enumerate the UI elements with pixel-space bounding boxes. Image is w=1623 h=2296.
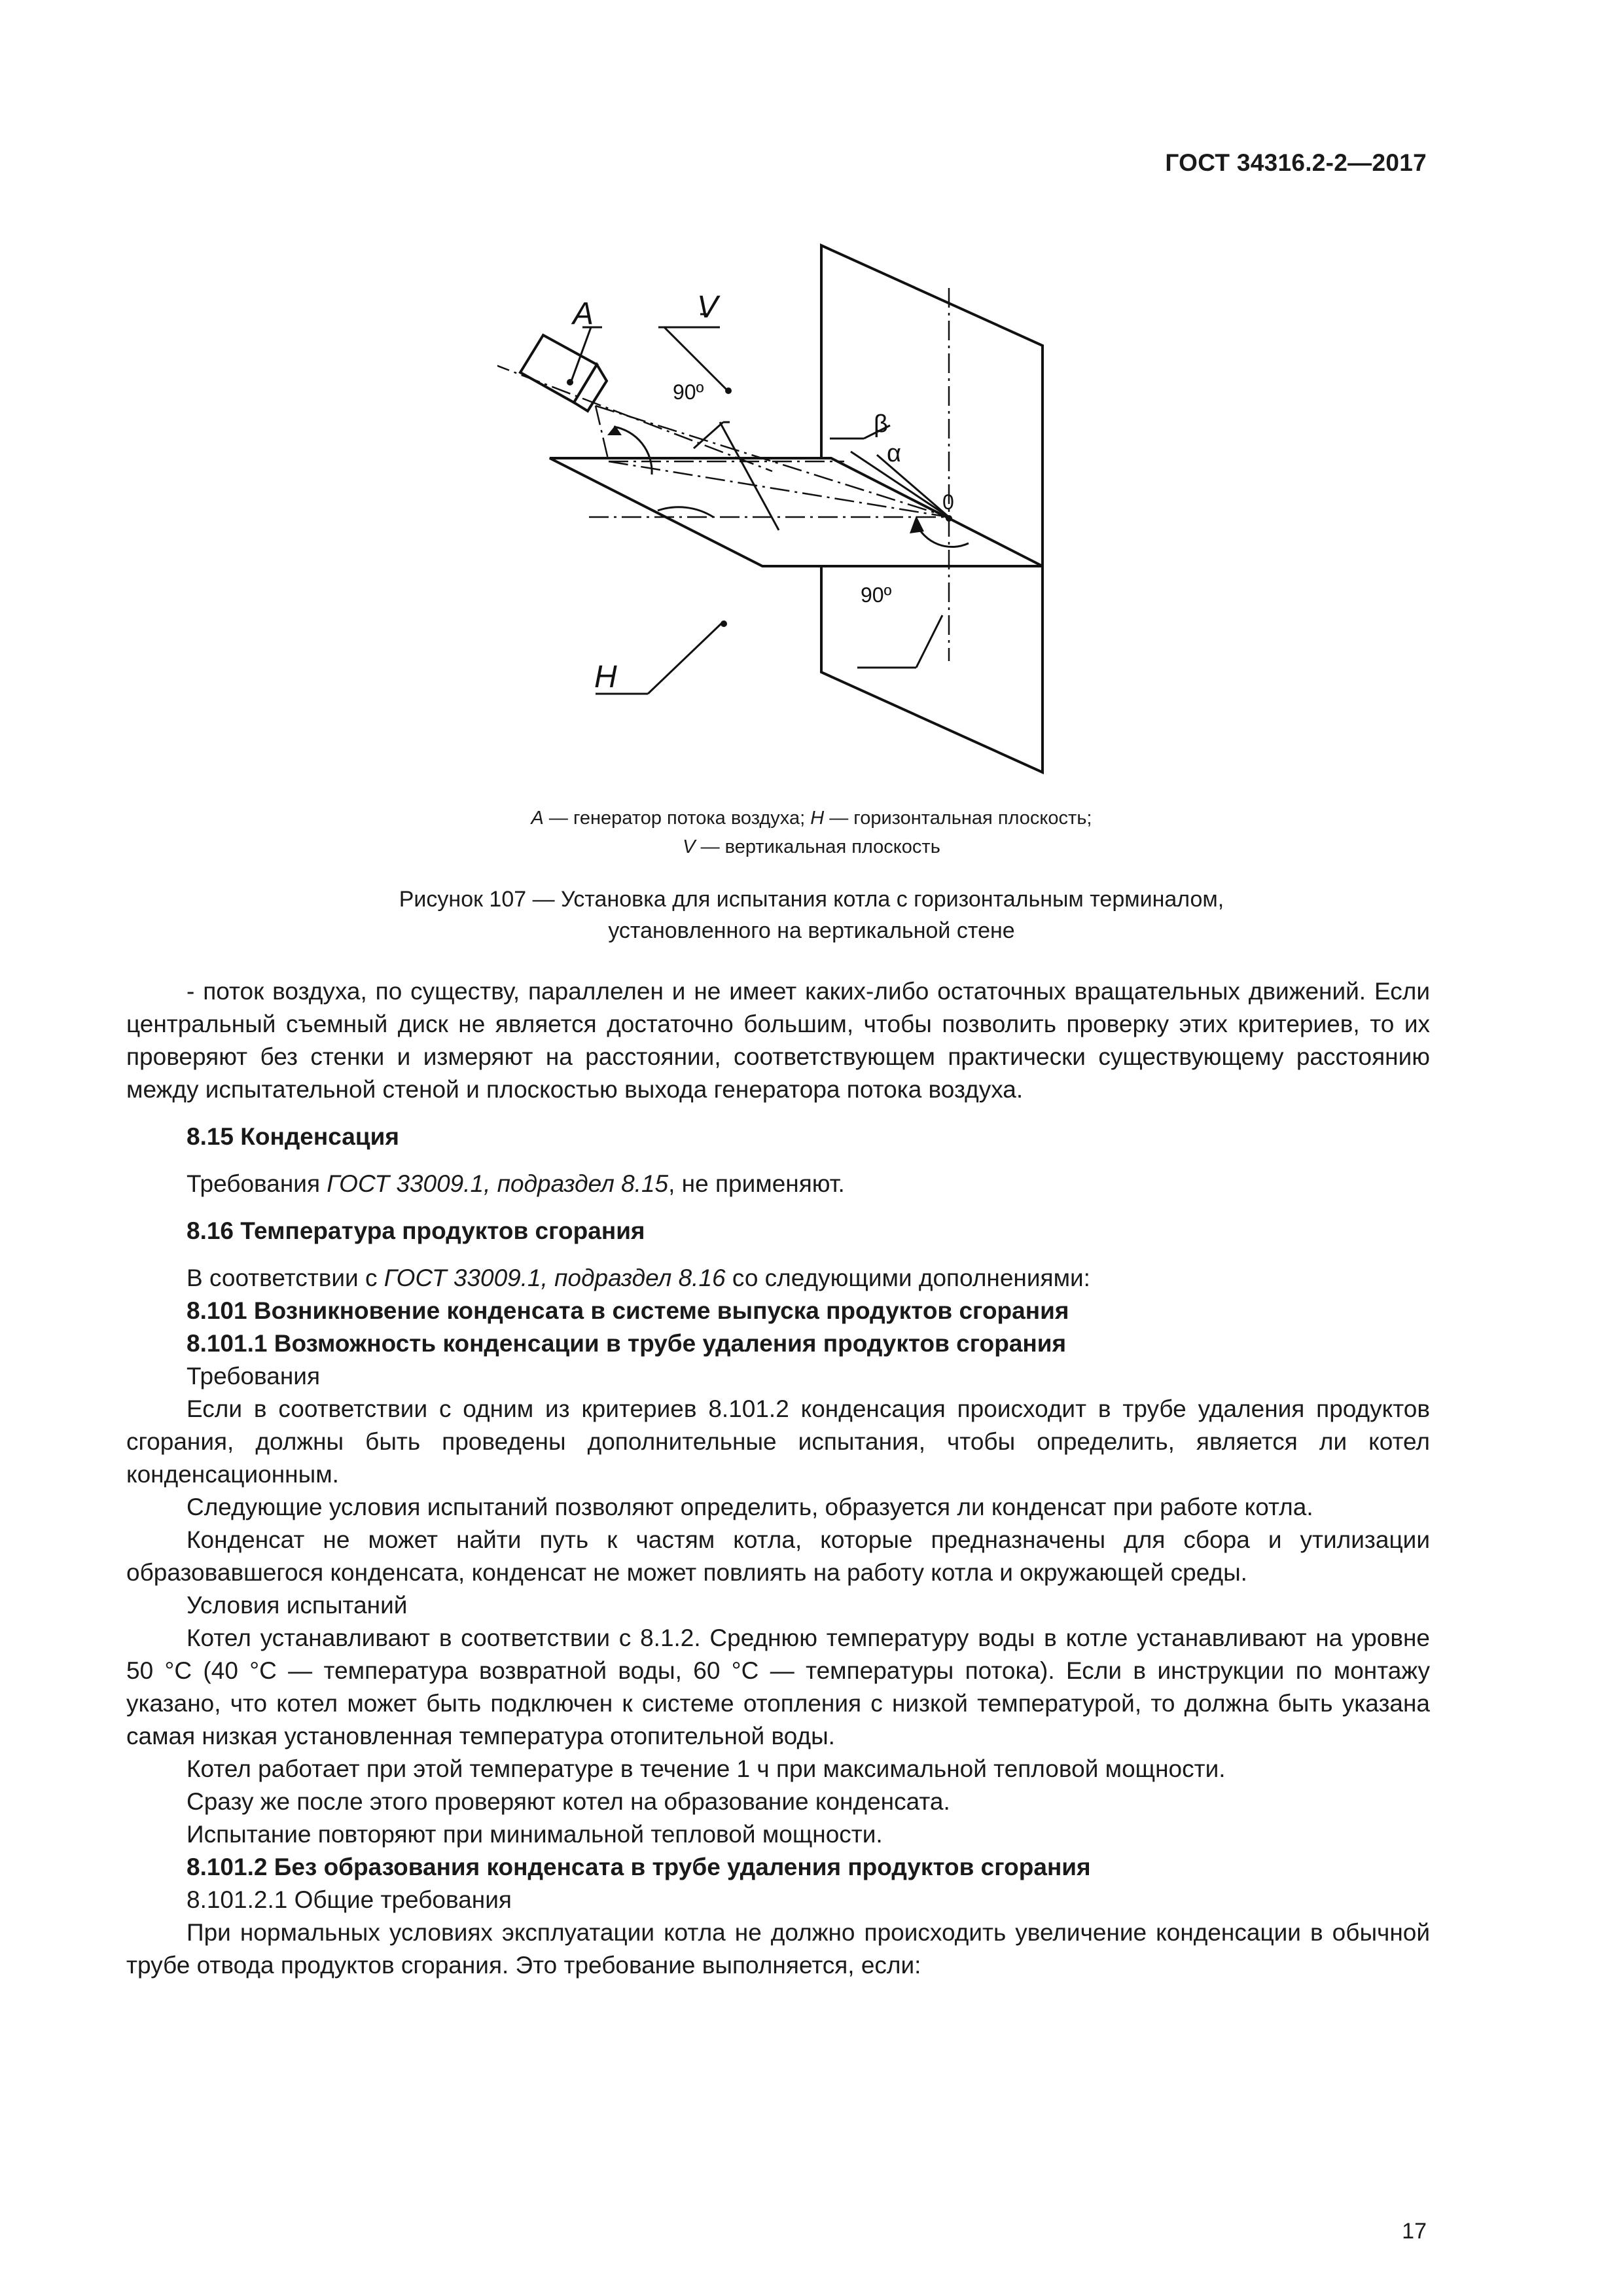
label-origin: 0 — [942, 490, 954, 514]
paragraph-req-3: Конденсат не может найти путь к частям котла, которые предназначены для сбора и утилизации образовавшегося конденсата, конденсат не может повлиять на работу котла и окружающей среды. — [126, 1526, 1430, 1586]
legend-line-2: V — вертикальная плоскость — [683, 836, 940, 857]
label-angle-top: 90º — [673, 380, 704, 404]
legend-line-1: A — генератор потока воздуха; H — горизонтальная плоскость; — [531, 808, 1092, 829]
label-beta: β — [874, 410, 888, 438]
label-a: A — [573, 296, 594, 331]
heading-8-16: 8.16 Температура продуктов сгорания — [187, 1217, 645, 1244]
label-h: H — [594, 660, 617, 694]
paragraph-cond-2: Котел работает при этой температуре в течение 1 ч при максимальной тепловой мощности. — [187, 1755, 1226, 1782]
body-text — [126, 975, 1430, 1982]
figure-legend — [190, 804, 1433, 861]
paragraph-8-15: Требования ГОСТ 33009.1, подраздел 8.15, не применяют. — [187, 1170, 845, 1197]
paragraph-cond-3: Сразу же после этого проверяют котел на образование конденсата. — [187, 1788, 950, 1815]
label-angle-bottom: 90º — [861, 583, 892, 607]
paragraph-cond-4: Испытание повторяют при минимальной тепловой мощности. — [187, 1821, 883, 1848]
paragraph-airflow: - поток воздуха, по существу, параллелен и не имеет каких-либо остаточных вращательных движений. Если центральный съемный диск не является достаточно большим, чтобы позволить проверку этих критериев, то их проверяют без стенки и измеряют на расстоянии, соответствующем практически существующему расстоянию между испытательной стеной и плоскостью выхода генератора потока воздуха. — [126, 978, 1430, 1103]
heading-8-15: 8.15 Конденсация — [187, 1123, 399, 1150]
label-requirements: Требования — [187, 1363, 320, 1390]
document-header: ГОСТ 34316.2-2—2017 — [1165, 149, 1427, 176]
heading-8-101: 8.101 Возникновение конденсата в системе выпуска продуктов сгорания — [187, 1297, 1069, 1324]
heading-8-101-2: 8.101.2 Без образования конденсата в трубе удаления продуктов сгорания — [187, 1854, 1091, 1880]
paragraph-cond-1: Котел устанавливают в соответствии с 8.1.2. Среднюю температуру воды в котле устанавливают на уровне 50 °C (40 °C — температура возвратной воды, 60 °C — температуры потока). Если в инструкции по монтажу указано, что котел может быть подключен к системе отопления с низкой температурой, то должна быть указана самая низкая установленная температура отопительной воды. — [126, 1624, 1430, 1749]
heading-8-101-1: 8.101.1 Возможность конденсации в трубе удаления продуктов сгорания — [187, 1330, 1067, 1357]
figure-107 — [497, 236, 1086, 812]
label-alpha: α — [887, 440, 901, 467]
paragraph-8-16: В соответствии с ГОСТ 33009.1, подраздел 8.16 со следующими дополнениями: — [187, 1265, 1090, 1291]
airflow-generator-a — [520, 335, 607, 411]
label-v: V — [697, 290, 719, 325]
heading-8-101-2-1: 8.101.2.1 Общие требования — [187, 1886, 512, 1913]
page-number: 17 — [1402, 2219, 1427, 2244]
label-test-conditions: Условия испытаний — [187, 1592, 408, 1619]
leader-h — [648, 622, 723, 694]
figure-caption: Рисунок 107 — Установка для испытания котла с горизонтальным терминалом, установленного на вертикальной стене — [399, 887, 1224, 943]
figure-107-drawing — [497, 236, 1086, 812]
paragraph-last: При нормальных условиях эксплуатации котла не должно происходить увеличение конденсации в обычной трубе отвода продуктов сгорания. Это требование выполняется, если: — [126, 1919, 1430, 1979]
paragraph-req-2: Следующие условия испытаний позволяют определить, образуется ли конденсат при работе котла. — [187, 1494, 1313, 1520]
paragraph-req-1: Если в соответствии с одним из критериев 8.101.2 конденсация происходит в трубе удаления продуктов сгорания, должны быть проведены дополнительные испытания, чтобы определить, является ли котел конденсационным. — [126, 1395, 1430, 1488]
